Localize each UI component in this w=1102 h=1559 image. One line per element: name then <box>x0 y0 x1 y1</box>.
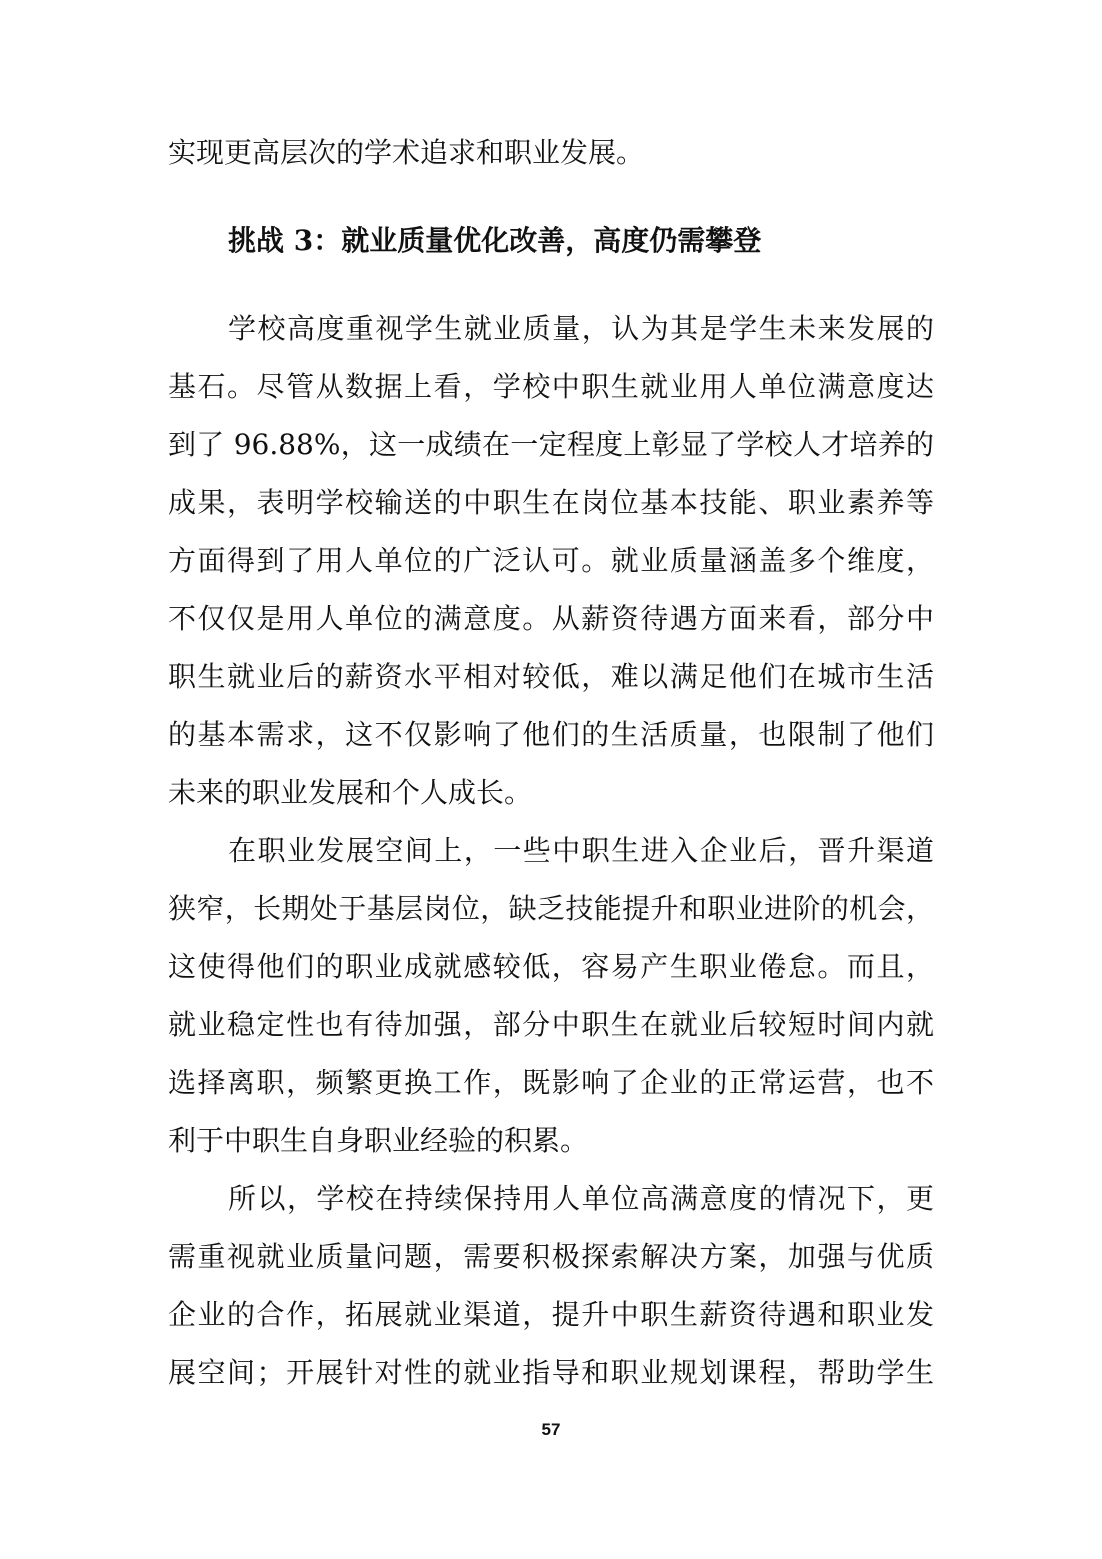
paragraph-line: 展空间；开展针对性的就业指导和职业规划课程，帮助学生 <box>168 1356 934 1389</box>
paragraph-1 <box>168 300 934 822</box>
paragraph-line: 的基本需求，这不仅影响了他们的生活质量，也限制了他们 <box>168 718 934 751</box>
paragraph-line: 狭窄，长期处于基层岗位，缺乏技能提升和职业进阶的机会， <box>168 892 934 925</box>
paragraph-line: 方面得到了用人单位的广泛认可。就业质量涵盖多个维度， <box>168 544 934 577</box>
page-content <box>168 124 934 1402</box>
intro-line: 实现更高层次的学术追求和职业发展。 <box>168 136 645 169</box>
paragraph-line: 需重视就业质量问题，需要积极探索解决方案，加强与优质 <box>168 1240 934 1273</box>
paragraph-line: 未来的职业发展和个人成长。 <box>168 776 533 809</box>
paragraph-line: 就业稳定性也有待加强，部分中职生在就业后较短时间内就 <box>168 1008 934 1041</box>
paragraph-line: 这使得他们的职业成就感较低，容易产生职业倦怠。而且， <box>168 950 934 983</box>
paragraph-line: 不仅仅是用人单位的满意度。从薪资待遇方面来看，部分中 <box>168 602 934 635</box>
paragraph-line: 企业的合作，拓展就业渠道，提升中职生薪资待遇和职业发 <box>168 1298 934 1331</box>
paragraph-line: 成果，表明学校输送的中职生在岗位基本技能、职业素养等 <box>168 486 934 519</box>
page-number: 57 <box>541 1420 561 1439</box>
paragraph-3 <box>168 1170 934 1402</box>
paragraph-line: 利于中职生自身职业经验的积累。 <box>168 1124 589 1157</box>
paragraph-line: 职生就业后的薪资水平相对较低，难以满足他们在城市生活 <box>168 660 934 693</box>
paragraph-line: 到了 96.88%，这一成绩在一定程度上彰显了学校人才培养的 <box>168 428 934 461</box>
paragraph-2 <box>168 822 934 1170</box>
paragraph-line: 选择离职，频繁更换工作，既影响了企业的正常运营，也不 <box>168 1066 934 1099</box>
paragraph-line: 基石。尽管从数据上看，学校中职生就业用人单位满意度达 <box>168 370 934 403</box>
paragraph-line: 在职业发展空间上，一些中职生进入企业后，晋升渠道 <box>228 834 934 867</box>
paragraph-line: 学校高度重视学生就业质量，认为其是学生未来发展的 <box>228 312 934 345</box>
section-heading: 挑战 3：就业质量优化改善，高度仍需攀登 <box>228 224 762 257</box>
paragraph-line: 所以，学校在持续保持用人单位高满意度的情况下，更 <box>228 1182 934 1215</box>
